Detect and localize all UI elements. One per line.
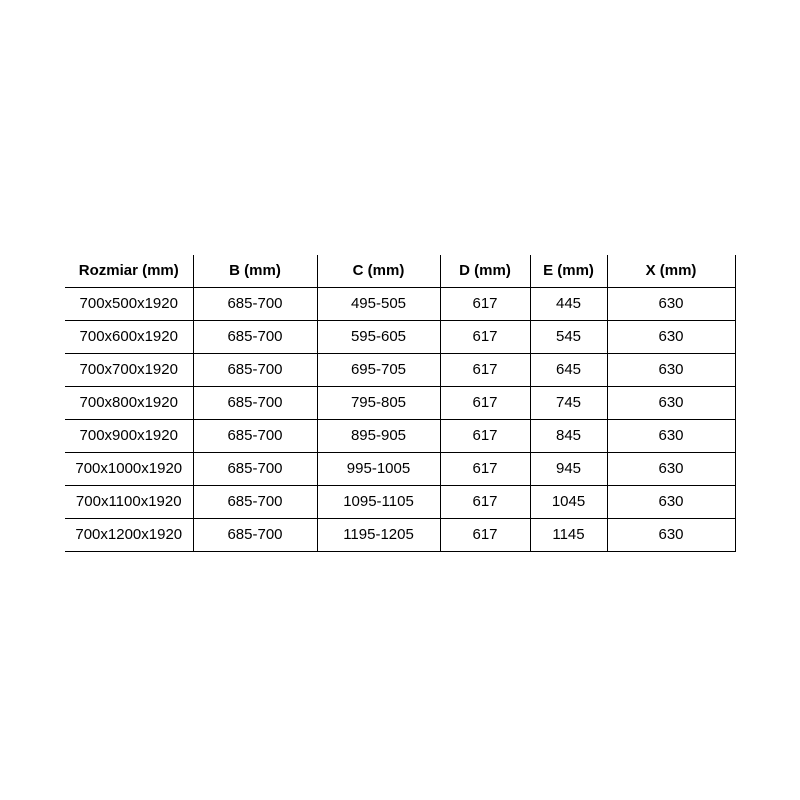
table-cell: 545: [530, 321, 607, 354]
table-cell: 630: [607, 453, 735, 486]
table-cell: 795-805: [317, 387, 440, 420]
table-row: [65, 486, 735, 519]
table-cell: 685-700: [193, 387, 317, 420]
table-header-row: [65, 255, 735, 288]
table-cell: 617: [440, 486, 530, 519]
table-cell: 700x500x1920: [65, 288, 193, 321]
table-cell: 745: [530, 387, 607, 420]
table-cell: 630: [607, 519, 735, 552]
table-row: [65, 519, 735, 552]
dimensions-table: [65, 255, 736, 552]
table-cell: 685-700: [193, 519, 317, 552]
table-row: [65, 321, 735, 354]
table-cell: 630: [607, 420, 735, 453]
table-cell: 630: [607, 486, 735, 519]
table-cell: 630: [607, 387, 735, 420]
table-row: [65, 288, 735, 321]
table-row: [65, 420, 735, 453]
table-cell: 685-700: [193, 453, 317, 486]
table-cell: 700x800x1920: [65, 387, 193, 420]
table-cell: 1145: [530, 519, 607, 552]
table-body: [65, 288, 735, 552]
table-row: [65, 453, 735, 486]
column-header-b: B (mm): [193, 255, 317, 288]
table-cell: 700x1100x1920: [65, 486, 193, 519]
table-cell: 700x900x1920: [65, 420, 193, 453]
column-header-d: D (mm): [440, 255, 530, 288]
table-cell: 1195-1205: [317, 519, 440, 552]
table-cell: 685-700: [193, 486, 317, 519]
table-cell: 700x1000x1920: [65, 453, 193, 486]
table-cell: 595-605: [317, 321, 440, 354]
table-cell: 617: [440, 519, 530, 552]
table-cell: 445: [530, 288, 607, 321]
table-cell: 617: [440, 288, 530, 321]
table-cell: 700x700x1920: [65, 354, 193, 387]
table-cell: 695-705: [317, 354, 440, 387]
table-cell: 685-700: [193, 321, 317, 354]
table-cell: 617: [440, 453, 530, 486]
table-cell: 945: [530, 453, 607, 486]
table-cell: 630: [607, 354, 735, 387]
table-cell: 617: [440, 387, 530, 420]
table-cell: 685-700: [193, 288, 317, 321]
column-header-e: E (mm): [530, 255, 607, 288]
table-cell: 700x600x1920: [65, 321, 193, 354]
column-header-rozmiar: Rozmiar (mm): [65, 255, 193, 288]
table-cell: 845: [530, 420, 607, 453]
table-cell: 700x1200x1920: [65, 519, 193, 552]
table-cell: 895-905: [317, 420, 440, 453]
table-cell: 685-700: [193, 420, 317, 453]
table-cell: 617: [440, 354, 530, 387]
table-cell: 495-505: [317, 288, 440, 321]
table-cell: 630: [607, 321, 735, 354]
table-row: [65, 387, 735, 420]
table-cell: 617: [440, 420, 530, 453]
table-cell: 645: [530, 354, 607, 387]
table-row: [65, 354, 735, 387]
table-cell: 685-700: [193, 354, 317, 387]
table-cell: 617: [440, 321, 530, 354]
table-cell: 630: [607, 288, 735, 321]
table-cell: 1095-1105: [317, 486, 440, 519]
table-cell: 1045: [530, 486, 607, 519]
column-header-c: C (mm): [317, 255, 440, 288]
column-header-x: X (mm): [607, 255, 735, 288]
table-cell: 995-1005: [317, 453, 440, 486]
